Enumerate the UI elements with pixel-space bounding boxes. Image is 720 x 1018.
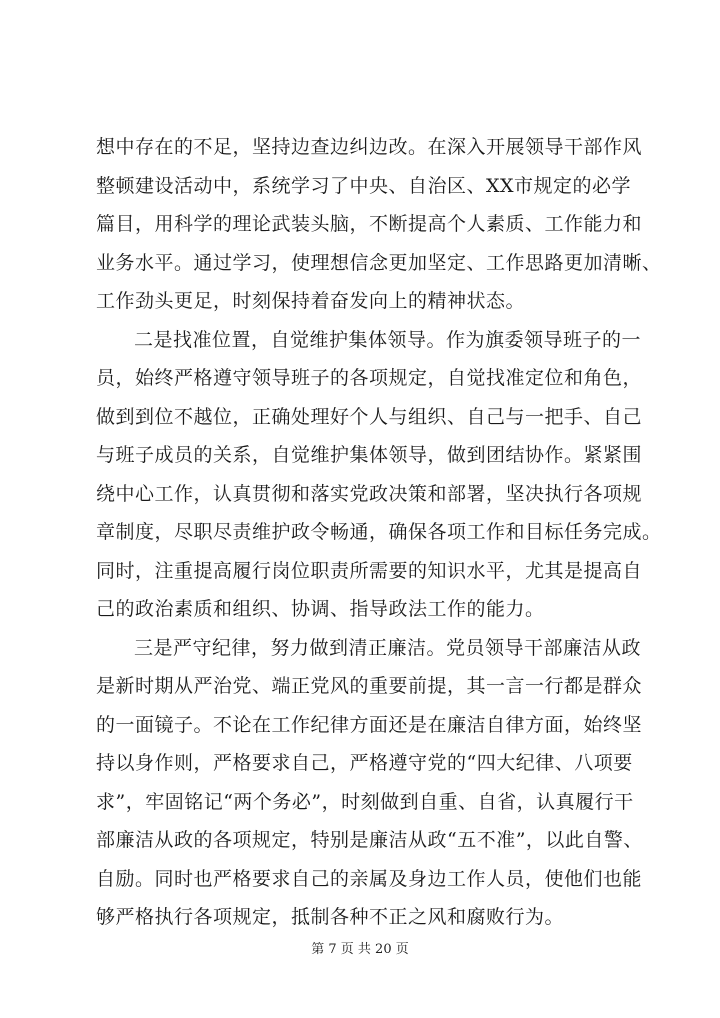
text-line: 够严格执行各项规定，抵制各种不正之风和腐败行为。: [96, 906, 565, 928]
text-line: 的一面镜子。不论在工作纪律方面还是在廉洁自律方面，始终坚: [96, 713, 643, 736]
text-line: 篇目，用科学的理论武装头脑，不断提高个人素质、工作能力和: [96, 213, 643, 235]
text-line: 业务水平。通过学习，使理想信念更加坚定、工作思路更加清晰、: [96, 251, 662, 274]
paragraph-3: [96, 629, 643, 937]
text-line: 工作劲头更足，时刻保持着奋发向上的精神状态。: [96, 290, 526, 312]
text-line: 想中存在的不足，坚持边查边纠边改。在深入开展领导干部作风: [96, 136, 643, 158]
text-line: 己的政治素质和组织、协调、指导政法工作的能力。: [96, 598, 545, 620]
text-line: 求”，牢固铭记“两个务必”，时刻做到自重、自省，认真履行干: [96, 790, 634, 813]
text-line: 自励。同时也严格要求自己的亲属及身边工作人员，使他们也能: [96, 867, 643, 890]
text-line: 三是严守纪律，努力做到清正廉洁。党员领导干部廉洁从政: [134, 636, 642, 659]
text-line: 员，始终严格遵守领导班子的各项规定，自觉找准定位和角色，: [96, 367, 643, 389]
text-line: 二是找准位置，自觉维护集体领导。作为旗委领导班子的一: [134, 328, 642, 351]
text-line: 持以身作则，严格要求自己，严格遵守党的“四大纪律、八项要: [96, 752, 633, 774]
text-line: 部廉洁从政的各项规定，特别是廉洁从政“五不准”，以此自警、: [96, 829, 643, 851]
text-line: 章制度，尽职尽责维护政令畅通，确保各项工作和目标任务完成。: [96, 521, 662, 543]
text-line: 做到到位不越位，正确处理好个人与组织、自己与一把手、自己: [96, 405, 643, 428]
text-line: 绕中心工作，认真贯彻和落实党政决策和部署，坚决执行各项规: [96, 482, 643, 505]
paragraph-1: [96, 128, 662, 321]
body-text: [96, 128, 662, 937]
text-line: 是新时期从严治党、端正党风的重要前提，其一言一行都是群众: [96, 675, 643, 697]
text-line: 与班子成员的关系，自觉维护集体领导，做到团结协作。紧紧围: [96, 444, 643, 466]
paragraph-2: [96, 321, 662, 629]
text-line: 同时，注重提高履行岗位职责所需要的知识水平，尤其是提高自: [96, 559, 643, 582]
text-line: 整顿建设活动中，系统学习了中央、自治区、XX市规定的必学: [96, 174, 632, 197]
page-number-footer: 第 7 页 共 20 页: [311, 942, 409, 957]
